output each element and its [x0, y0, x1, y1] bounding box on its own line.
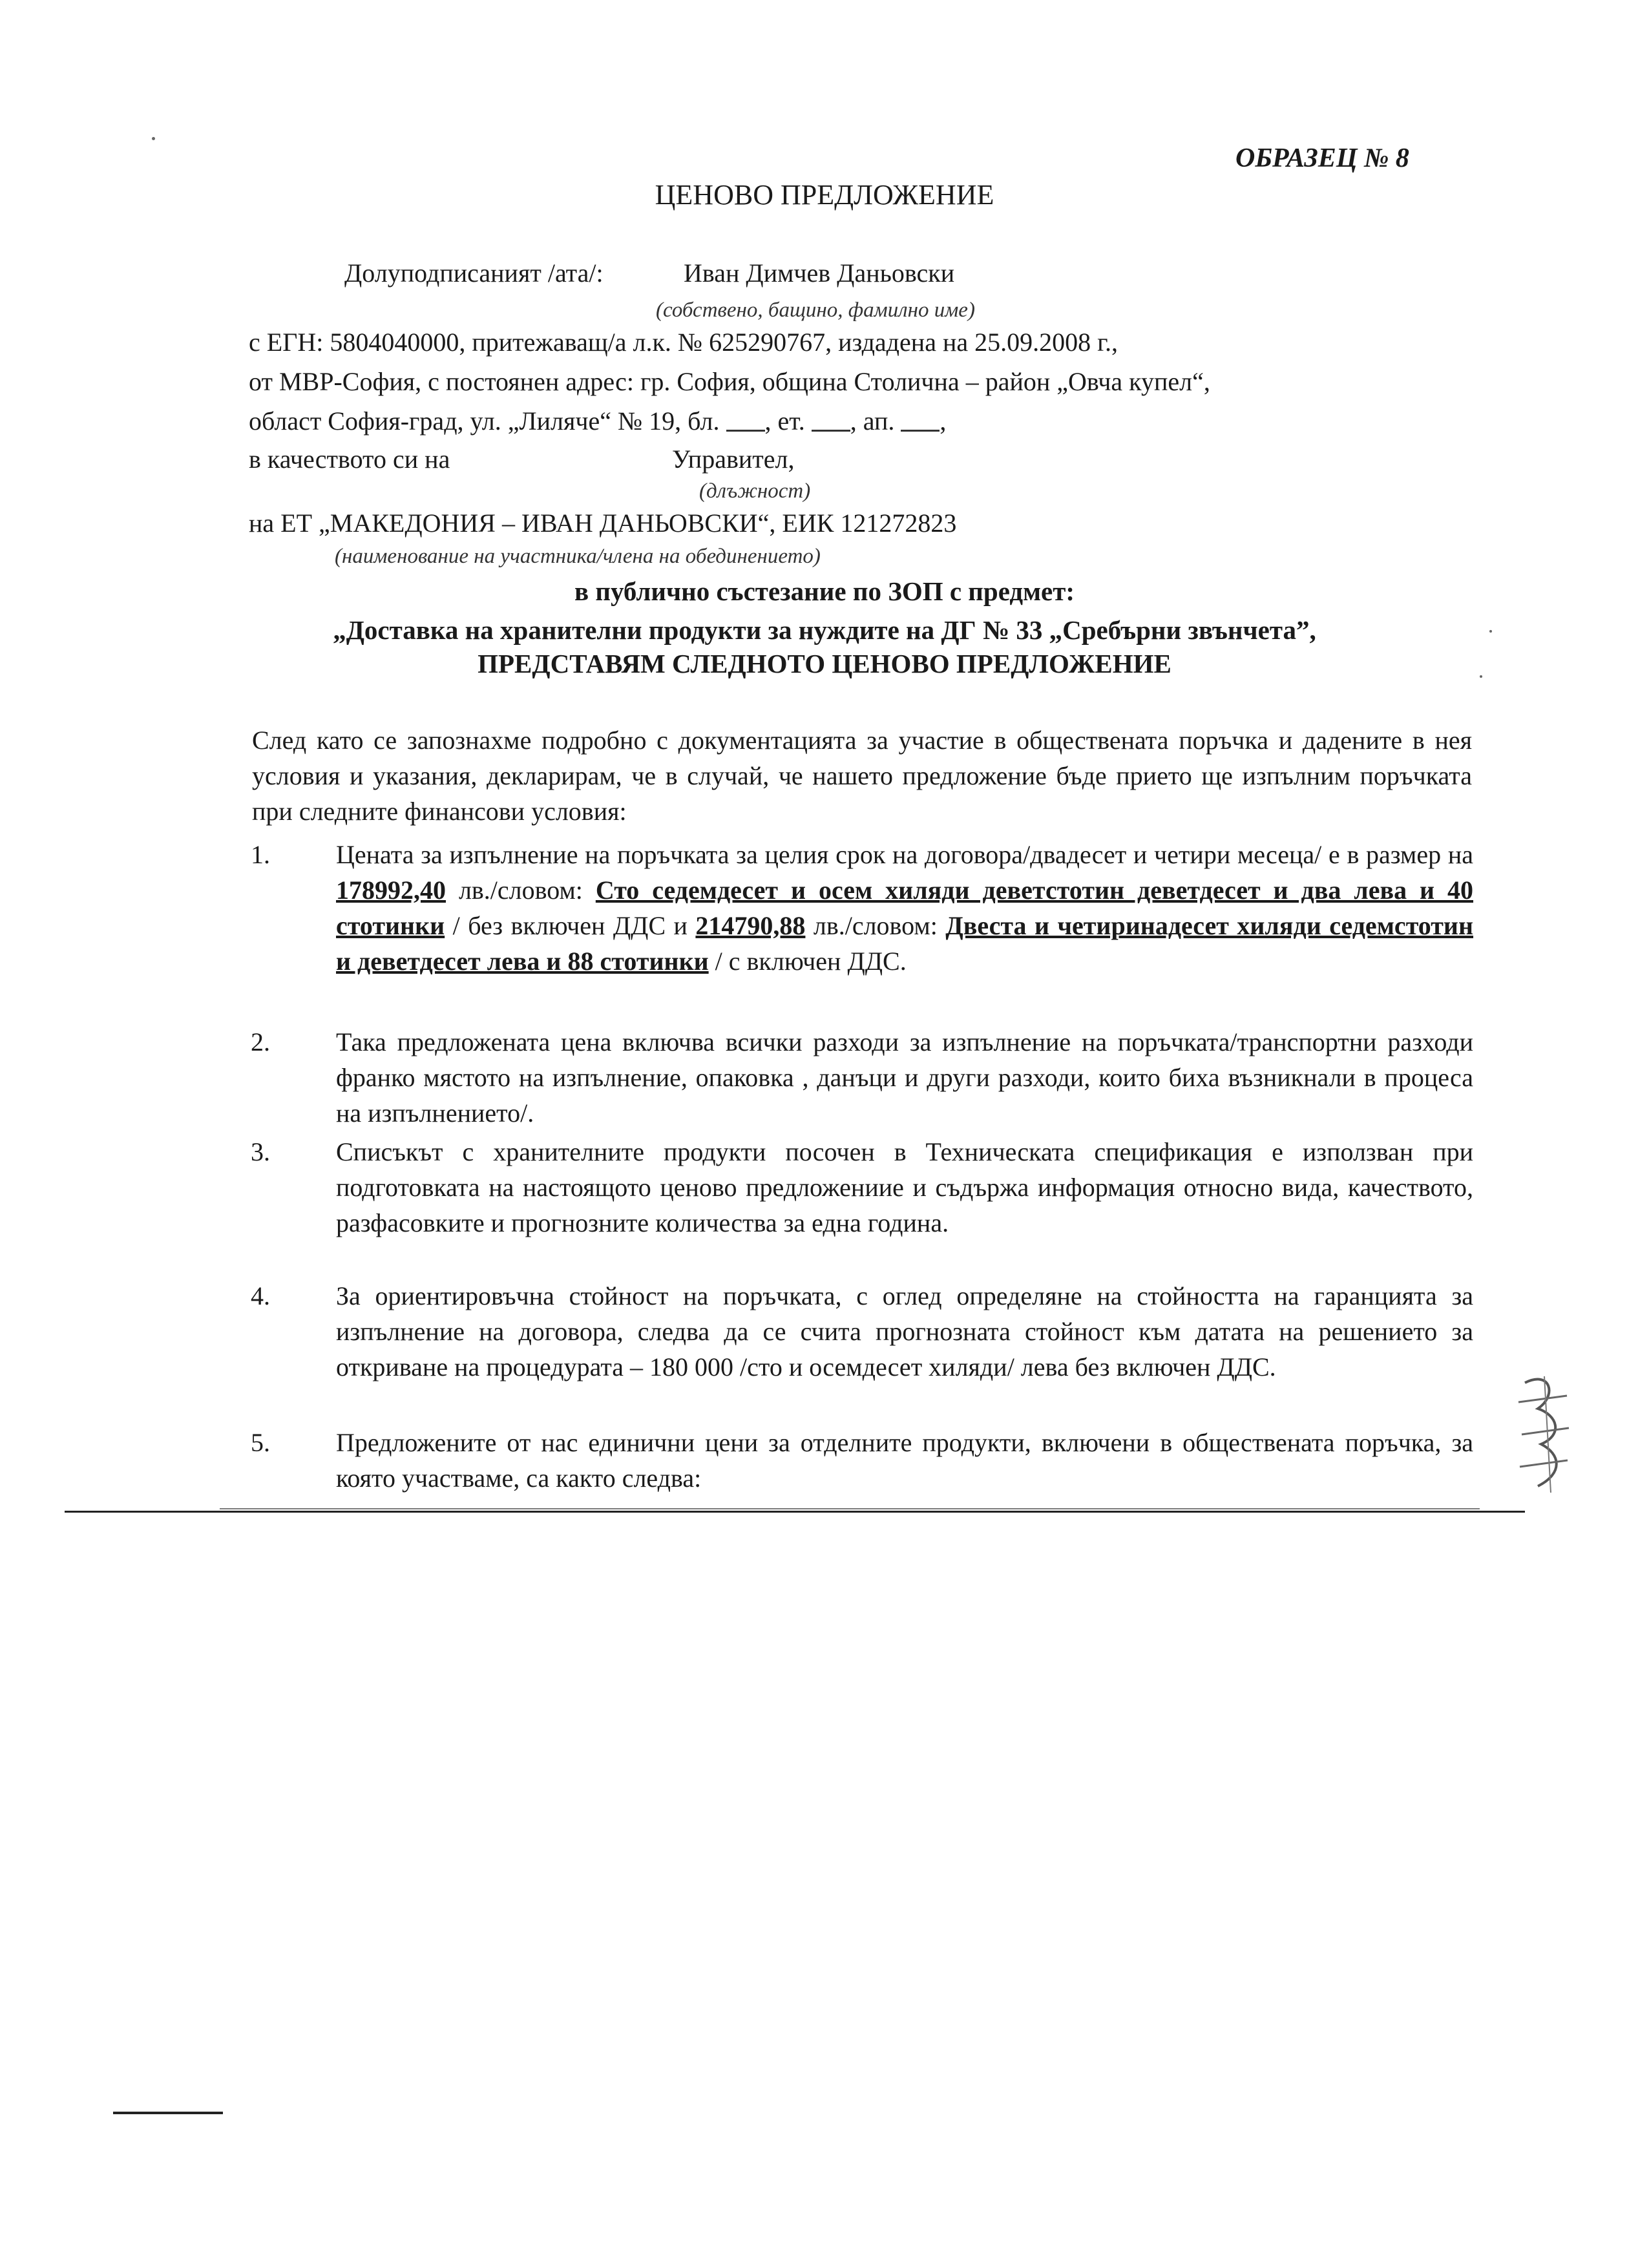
- scan-mark-lower-left: [113, 2112, 223, 2114]
- item-1-excl-vat-label: / без включен ДДС и: [452, 911, 688, 940]
- item-1-pre: Цената за изпълнение на поръчката за целия срок на договора/двадесет и четири месеца/ е в размер на: [336, 840, 1473, 869]
- region-line: [249, 403, 946, 439]
- item-1-words-label-1: лв./словом:: [458, 876, 583, 905]
- item-3-text: Списъкът с хранителните продукти посочен в Техническата спецификация е използван при подготовката на настоящото ценово предложениие и съдържа информация относно вида, качеството, разфасовките и прогнозните количества за една година.: [336, 1137, 1473, 1237]
- item-2-text: Така предложената цена включва всички разходи за изпълнение на поръчката/транспортни разходи франко мястото на изпълнение, опаковка , данъци и други разходи, които биха възникнали в процеса на изпълнението/.: [336, 1027, 1473, 1128]
- item-5-text: Предложените от нас единични цени за отделните продукти, включени в обществената поръчка, за която участваме, са както следва:: [336, 1428, 1473, 1493]
- egn-line: с ЕГН: 5804040000, притежаващ/а л.к. № 625290767, издадена на 25.09.2008 г.,: [249, 328, 1118, 357]
- item-2-number: 2.: [251, 1027, 270, 1056]
- blank-apartment: [901, 415, 940, 432]
- intro-paragraph: След като се запознахме подробно с документацията за участие в обществената поръчка и дадените в нея условия и указания, декларирам, че в случай, че нашето предложение бъде прието ще изпълним поръчката при следните финансови условия:: [252, 726, 1472, 826]
- form-number: ОБРАЗЕЦ № 8: [1235, 143, 1409, 173]
- item-1-number: 1.: [251, 840, 270, 869]
- address-line: от МВР-София, с постоянен адрес: гр. София, община Столична – район „Овча купел“,: [249, 367, 1210, 396]
- scan-line-bottom: [65, 1511, 1525, 1513]
- scan-line-bottom-shadow: [220, 1508, 1480, 1509]
- item-1: [251, 837, 1474, 979]
- item-5-number: 5.: [251, 1428, 270, 1457]
- blank-floor: [812, 415, 850, 432]
- item-4-number: 4.: [251, 1281, 270, 1310]
- scan-speck-1: [152, 137, 155, 140]
- blank-block: [726, 415, 765, 432]
- region-prefix: област София-град, ул. „Лиляче“ № 19, бл.: [249, 406, 720, 436]
- et-label: , ет.: [764, 406, 805, 436]
- region-end: ,: [940, 406, 947, 436]
- handwritten-initials: [1512, 1357, 1577, 1499]
- item-1-words-label-2: лв./словом:: [813, 911, 938, 940]
- scan-speck-3: [1480, 675, 1482, 678]
- item-1-amount-words-incl-vat: Двеста и четиринадесет хиляди седемстотин и деветдесет лева и 88 стотинки: [336, 911, 1474, 976]
- position: Управител,: [672, 445, 795, 474]
- item-1-amount-words-excl-vat: Сто седемдесет и осем хиляди деветстотин деветдесет и два лева и 40 стотинки: [336, 876, 1474, 940]
- position-caption: (длъжност): [699, 479, 811, 503]
- item-3-number: 3.: [251, 1137, 270, 1166]
- signer-name-caption: (собствено, бащино, фамилно име): [656, 299, 975, 322]
- capacity-label: в качеството си на: [249, 445, 450, 474]
- scan-speck-2: [1489, 630, 1492, 633]
- item-1-amount-incl-vat: 214790,88: [695, 911, 806, 940]
- item-1-incl-vat-label: / с включен ДДС.: [715, 947, 907, 976]
- signer-label: Долуподписаният /ата/:: [344, 258, 604, 288]
- subject-line-1: в публично състезание по ЗОП с предмет:: [574, 576, 1075, 606]
- item-3: [251, 1134, 1473, 1241]
- item-4: [251, 1278, 1473, 1385]
- ap-label: , ап.: [850, 406, 895, 436]
- item-4-text: За ориентировъчна стойност на поръчката, с оглед определяне на стойността на гаранцията за изпълнение на договора, следва да се счита прогнозната стойност към датата на решението за откриване на процедурата – 180 000 /сто и осемдесет хиляди/ лева без включен ДДС.: [336, 1281, 1473, 1381]
- item-1-amount-excl-vat: 178992,40: [336, 876, 446, 905]
- company-line: на ЕТ „МАКЕДОНИЯ – ИВАН ДАНЬОВСКИ“, ЕИК 121272823: [249, 509, 957, 538]
- subject-line-3: ПРЕДСТАВЯМ СЛЕДНОТО ЦЕНОВО ПРЕДЛОЖЕНИЕ: [478, 649, 1171, 678]
- subject-line-2: „Доставка на хранителни продукти за нуждите на ДГ № 33 „Сребърни звънчета”,: [333, 615, 1316, 645]
- company-caption: (наименование на участника/члена на обединението): [335, 545, 821, 568]
- signer-name: Иван Димчев Даньовски: [684, 258, 955, 288]
- item-5: [251, 1425, 1473, 1496]
- item-2: [251, 1024, 1473, 1131]
- document-title: ЦЕНОВО ПРЕДЛОЖЕНИЕ: [655, 179, 994, 211]
